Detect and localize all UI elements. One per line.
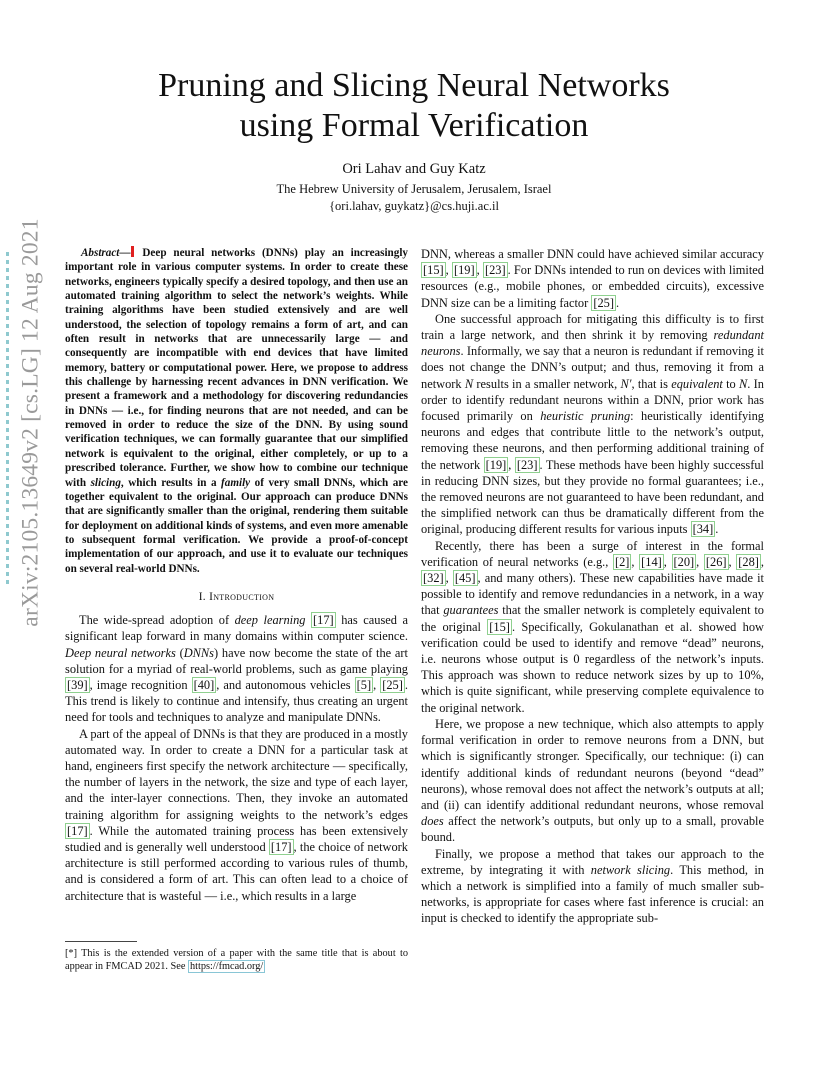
cite-26[interactable]: [26] <box>705 554 727 569</box>
cite-25[interactable]: [25] <box>382 677 403 692</box>
authors: Ori Lahav and Guy Katz <box>342 161 486 177</box>
intro-paragraph-3: DNN, whereas a smaller DNN could have achieved similar accuracy [15] , [19] , [23] . For DNNs intended to run on devices with limited resources (e.g., mobile phones, or embedded circuits), excessive DNN size can be a limiting factor [25] . <box>421 247 764 310</box>
paper-title <box>120 66 708 146</box>
cite-34[interactable]: [34] <box>692 522 714 537</box>
title-line-2: using Formal Verification <box>239 107 589 144</box>
cite-23[interactable]: [23] <box>484 263 506 278</box>
cite-5[interactable]: [5] <box>356 677 372 692</box>
arxiv-stamp-text: arXiv:2105.13649v2 [cs.LG] 12 Aug 2021 <box>17 217 44 627</box>
abstract-text-1: Deep neural networks (DNNs) play an increasingly important role in various computer systems. In order to create these networks, engineers typically specify a desired topology, and then use an automated training algorithm to select the network’s weights. While training algorithms have been studied extensively and are well understood, the selection of topology remains a form of art, and can often result in networks that are unnecessarily large — and consequently are incompatible with end devices that have limited memory, battery or computational power. Here, we propose to address this challenge by harnessing recent advances in DNN verification. We present a framework and a methodology for discovering redundancies in DNNs — i.e., for finding neurons that are not needed, and can be removed in order to reduce the size of the DNN. By using sound verification techniques, we can formally guarantee that our simplified network is equivalent to the original, either completely, or up to a prescribed tolerance. Further, we show how to combine our technique with <box>65 247 408 489</box>
abstract-label: Abstract <box>81 247 120 259</box>
abstract-family: family <box>221 476 251 489</box>
right-column <box>421 246 764 927</box>
intro-paragraph-5: Recently, there has been a surge of interest in the formal verification of neural networks (e.g., [2] , [14] , [20] , [26] , [28] , [32] , [45] , and many others). These new capabilities have made it possible to identify and remove redundancies in a network, in a way that guarantees that the smaller network is completely equivalent to the original [15] . Specifically, Gokulanathan et al. showed how verification could be used to identify and remove “dead” neurons, i.e. neurons whose output is 0 regardless of the network’s inputs. This approach was shown to reduce network sizes by up to 10%, which is quite significant, while preserving complete equivalence to the original network. <box>421 538 765 715</box>
title-line-1: Pruning and Slicing Neural Networks <box>158 67 670 104</box>
left-column <box>65 246 408 904</box>
cite-14[interactable]: [14] <box>641 554 662 569</box>
cite-2[interactable]: [2] <box>614 554 630 569</box>
arxiv-stamp <box>12 217 50 627</box>
cite-25b[interactable]: [25] <box>593 295 614 310</box>
abstract-slicing: slicing <box>90 476 121 489</box>
cite-32[interactable]: [32] <box>423 571 444 586</box>
footnote-link[interactable]: https://fmcad.org/ <box>189 961 264 972</box>
footnote-rule <box>65 941 137 942</box>
intro-paragraph-6: Here, we propose a new technique, which also attempts to apply formal verification in order to remove neurons from a DNN, but which is significantly stronger. Specifically, our technique: (i) can identify additional kinds of redundant neurons (beyond “dead” neurons), whose removal does not affect the network’s outputs at all; and (ii) can identify additional redundant neurons, whose removal does affect the network’s outputs, but only up to a small, provable bound. <box>421 716 764 845</box>
cite-39[interactable]: [39] <box>67 677 88 692</box>
cite-17c[interactable]: [17] <box>270 839 292 854</box>
cite-28[interactable]: [28] <box>738 554 759 569</box>
intro-paragraph-7: Finally, we propose a method that takes our approach to the extreme, by integrating it with network slicing. This method, in which a network is simplified into a family of much smaller sub-networks, is appropriate for cases where fast inference is crucial: an input is checked to identify the appropriate sub- <box>421 846 764 926</box>
cite-45[interactable]: [45] <box>454 571 476 586</box>
cite-17[interactable]: [17] <box>313 613 334 628</box>
abstract-text-2: , which results in a <box>120 476 217 489</box>
abstract-dash: — <box>119 247 131 259</box>
cite-19b[interactable]: [19] <box>485 457 507 472</box>
section-heading-introduction: I. Introduction <box>198 590 275 603</box>
cite-17b[interactable]: [17] <box>67 823 88 838</box>
abstract <box>65 246 408 576</box>
intro-paragraph-1: The wide-spread adoption of deep learning [17] has caused a significant leap forward in many domains within computer science. Deep neural networks (DNNs) have now become the state of the art solution for a myriad of real-world problems, such as game playing [39] , image recognition [40] , and autonomous vehicles [5] , [25] . This trend is likely to continue and intensify, thus creating an urgent need for tools and techniques to analyze and manipulate DNNs. <box>65 613 408 725</box>
affiliation: The Hebrew University of Jerusalem, Jerusalem, Israel <box>276 182 552 196</box>
cite-15b[interactable]: [15] <box>489 619 510 634</box>
cite-20[interactable]: [20] <box>673 554 695 569</box>
footnote <box>65 947 408 973</box>
intro-paragraph-4: One successful approach for mitigating this difficulty is to first train a large network, and then shrink it by removing redundant neurons. Informally, we say that a neuron is redundant if removing it does not change the DNN’s output; and thus, removing it from a network N results in a smaller network, N′, that is equivalent to N. In order to identify redundant neurons within a DNN, prior work has focused primarily on heuristic pruning: heuristically identifying neurons and edges that contribute little to the network’s output, removing these neurons, and then performing additional training of the network [19] , [23] . These methods have been highly successful in reducing DNN sizes, but they provide no formal guarantees; i.e., the removed neurons are not guaranteed to have been redundant, and the simplified network can thus be dramatically different from the original, producing different results for various inputs [34] . <box>421 311 764 537</box>
intro-paragraph-2: A part of the appeal of DNNs is that they are produced in a mostly automated way. In order to create a DNN for a particular task at hand, engineers first specify the network architecture — specifically, the number of layers in the network, the size and type of each layer, and the inter-layer connections. Then, they invoke an automated training algorithm for assigning weights to the network’s edges [17] . While the automated training process has been extensively studied and is generally well understood [17] , the choice of network architecture is still performed according to various rules of thumb, and is considered a form of art. This can often lead to a choice of architecture that is wasteful — i.e., which results in a large <box>65 726 408 903</box>
author-emails: {ori.lahav, guykatz}@cs.huji.ac.il <box>329 199 499 213</box>
cite-40[interactable]: [40] <box>193 677 215 692</box>
arxiv-stamp-bar <box>6 252 9 588</box>
footnote-text: [*] This is the extended version of a paper with the same title that is about to appear in FMCAD 2021. See <box>65 948 408 972</box>
cite-23b[interactable]: [23] <box>516 457 538 472</box>
cite-19[interactable]: [19] <box>453 263 475 278</box>
footnote-marker-box[interactable] <box>131 246 134 257</box>
abstract-text-3: of very small DNNs, which are together equivalent to the original. Our approach can produce DNNs that are significantly smaller than the original, rendering them suitable for deployment on additional kinds of systems, and even more amenable to subsequent formal verification. We provide a proof-of-concept implementation of our approach, and use it to evaluate our techniques on several real-world DNNs. <box>65 476 408 575</box>
cite-15[interactable]: [15] <box>423 263 444 278</box>
